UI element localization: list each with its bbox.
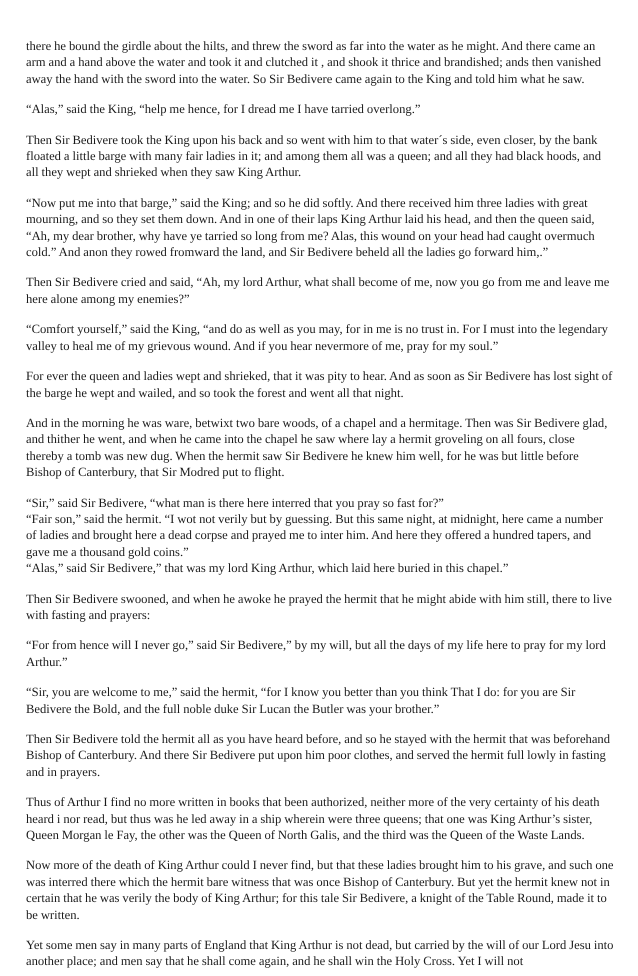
- document-page: [26, 38, 614, 970]
- paragraph-6: “Comfort yourself,” said the King, “and do as well as you may, for in me is no trust in. For I must into the legendary valley to heal me of my grievous wound. And if you hear nevermore of me, pray for my soul.”: [26, 322, 608, 353]
- paragraph-12: “Sir, you are welcome to me,” said the hermit, “for I know you better than you think That I do: for you are Sir Bedivere the Bold, and the full noble duke Sir Lucan the Butler was your brother.”: [26, 685, 576, 716]
- paragraph-13: Then Sir Bedivere told the hermit all as you have heard before, and so he stayed with the hermit that was beforehand Bishop of Canterbury. And there Sir Bedivere put upon him poor clothes, and served the hermit full lowly in fasting and in prayers.: [26, 732, 611, 779]
- paragraph-11: “For from hence will I never go,” said Sir Bedivere,” by my will, but all the days of my life here to pray for my lord Arthur.”: [26, 638, 606, 669]
- paragraph-2: “Alas,” said the King, “help me hence, for I dread me I have tarried overlong.”: [26, 102, 421, 117]
- paragraph-10: Then Sir Bedivere swooned, and when he awoke he prayed the hermit that he might abide with him still, there to live with fasting and prayers:: [26, 591, 612, 622]
- paragraph-9: “Sir,” said Sir Bedivere, “what man is there here interred that you pray so fast for?” “Fair son,” said the hermit. “I wot not verily but by guessing. But this same night, at midnight, here came a number of ladies and brought here a dead corpse and prayed me to inter him. And here they offered a hundred tapers, and gave me a thousand gold coins.” “Alas,” said Sir Bedivere,” that was my lord King Arthur, which laid here buried in this chapel.”: [26, 495, 604, 576]
- paragraph-4: “Now put me into that barge,” said the King; and so he did softly. And there received him three ladies with great mourning, and so they set them down. And in one of their laps King Arthur laid his head, and then the queen said, “Ah, my dear brother, why have ye tarried so long from me? Alas, this wound on your head had caught overmuch cold.” And anon they rowed fromward the land, and Sir Bedivere beheld all the ladies go forward him,.”: [26, 195, 595, 260]
- paragraph-14: Thus of Arthur I find no more written in books that been authorized, neither more of the very certainty of his death heard i nor read, but thus was he led away in a ship wherein were three queens; that one was King Arthur’s sister, Queen Morgan le Fay, the other was the Queen of North Galis, and the third was the Queen of the Waste Lands.: [26, 795, 600, 843]
- paragraph-8: And in the morning he was ware, betwixt two bare woods, of a chapel and a hermitage. Then was Sir Bedivere glad, and thither he went, and when he came into the chapel he saw where lay a hermit groveling on all fours, close thereby a tomb was new dug. When the hermit saw Sir Bedivere he knew him well, for he was but little before Bishop of Canterbury, that Sir Modred put to flight.: [26, 415, 608, 480]
- paragraph-5: Then Sir Bedivere cried and said, “Ah, my lord Arthur, what shall become of me, now you go from me and leave me here alone among my enemies?”: [26, 275, 610, 306]
- paragraph-16: Yet some men say in many parts of England that King Arthur is not dead, but carried by the will of our Lord Jesu into another place; and men say that he shall come again, and he shall win the Holy Cross. Yet I will not: [26, 938, 614, 969]
- paragraph-3: Then Sir Bedivere took the King upon his back and so went with him to that water´s side, even closer, by the bank floated a little barge with many fair ladies in it; and among them all was a queen; and all they had black hoods, and all they wept and shrieked when they saw King Arthur.: [26, 132, 602, 180]
- paragraph-1: there he bound the girdle about the hilts, and threw the sword as far into the water as he might. And there came an arm and a hand above the water and took it and clutched it , and shook it thrice and brandished; ands then vanished away the hand with the sword into the water. So Sir Bedivere came again to the King and told him what he saw.: [26, 39, 602, 86]
- paragraph-7: For ever the queen and ladies wept and shrieked, that it was pity to hear. And as soon as Sir Bedivere has lost sight of the barge he wept and wailed, and so took the forest and went all that night.: [26, 369, 613, 400]
- paragraph-15: Now more of the death of King Arthur could I never find, but that these ladies brought him to his grave, and such one was interred there which the hermit bare witness that was once Bishop of Canterbury. But yet the hermit knew not in certain that he was verily the body of King Arthur; for this tale Sir Bedivere, a knight of the Table Round, made it to be written.: [26, 858, 614, 922]
